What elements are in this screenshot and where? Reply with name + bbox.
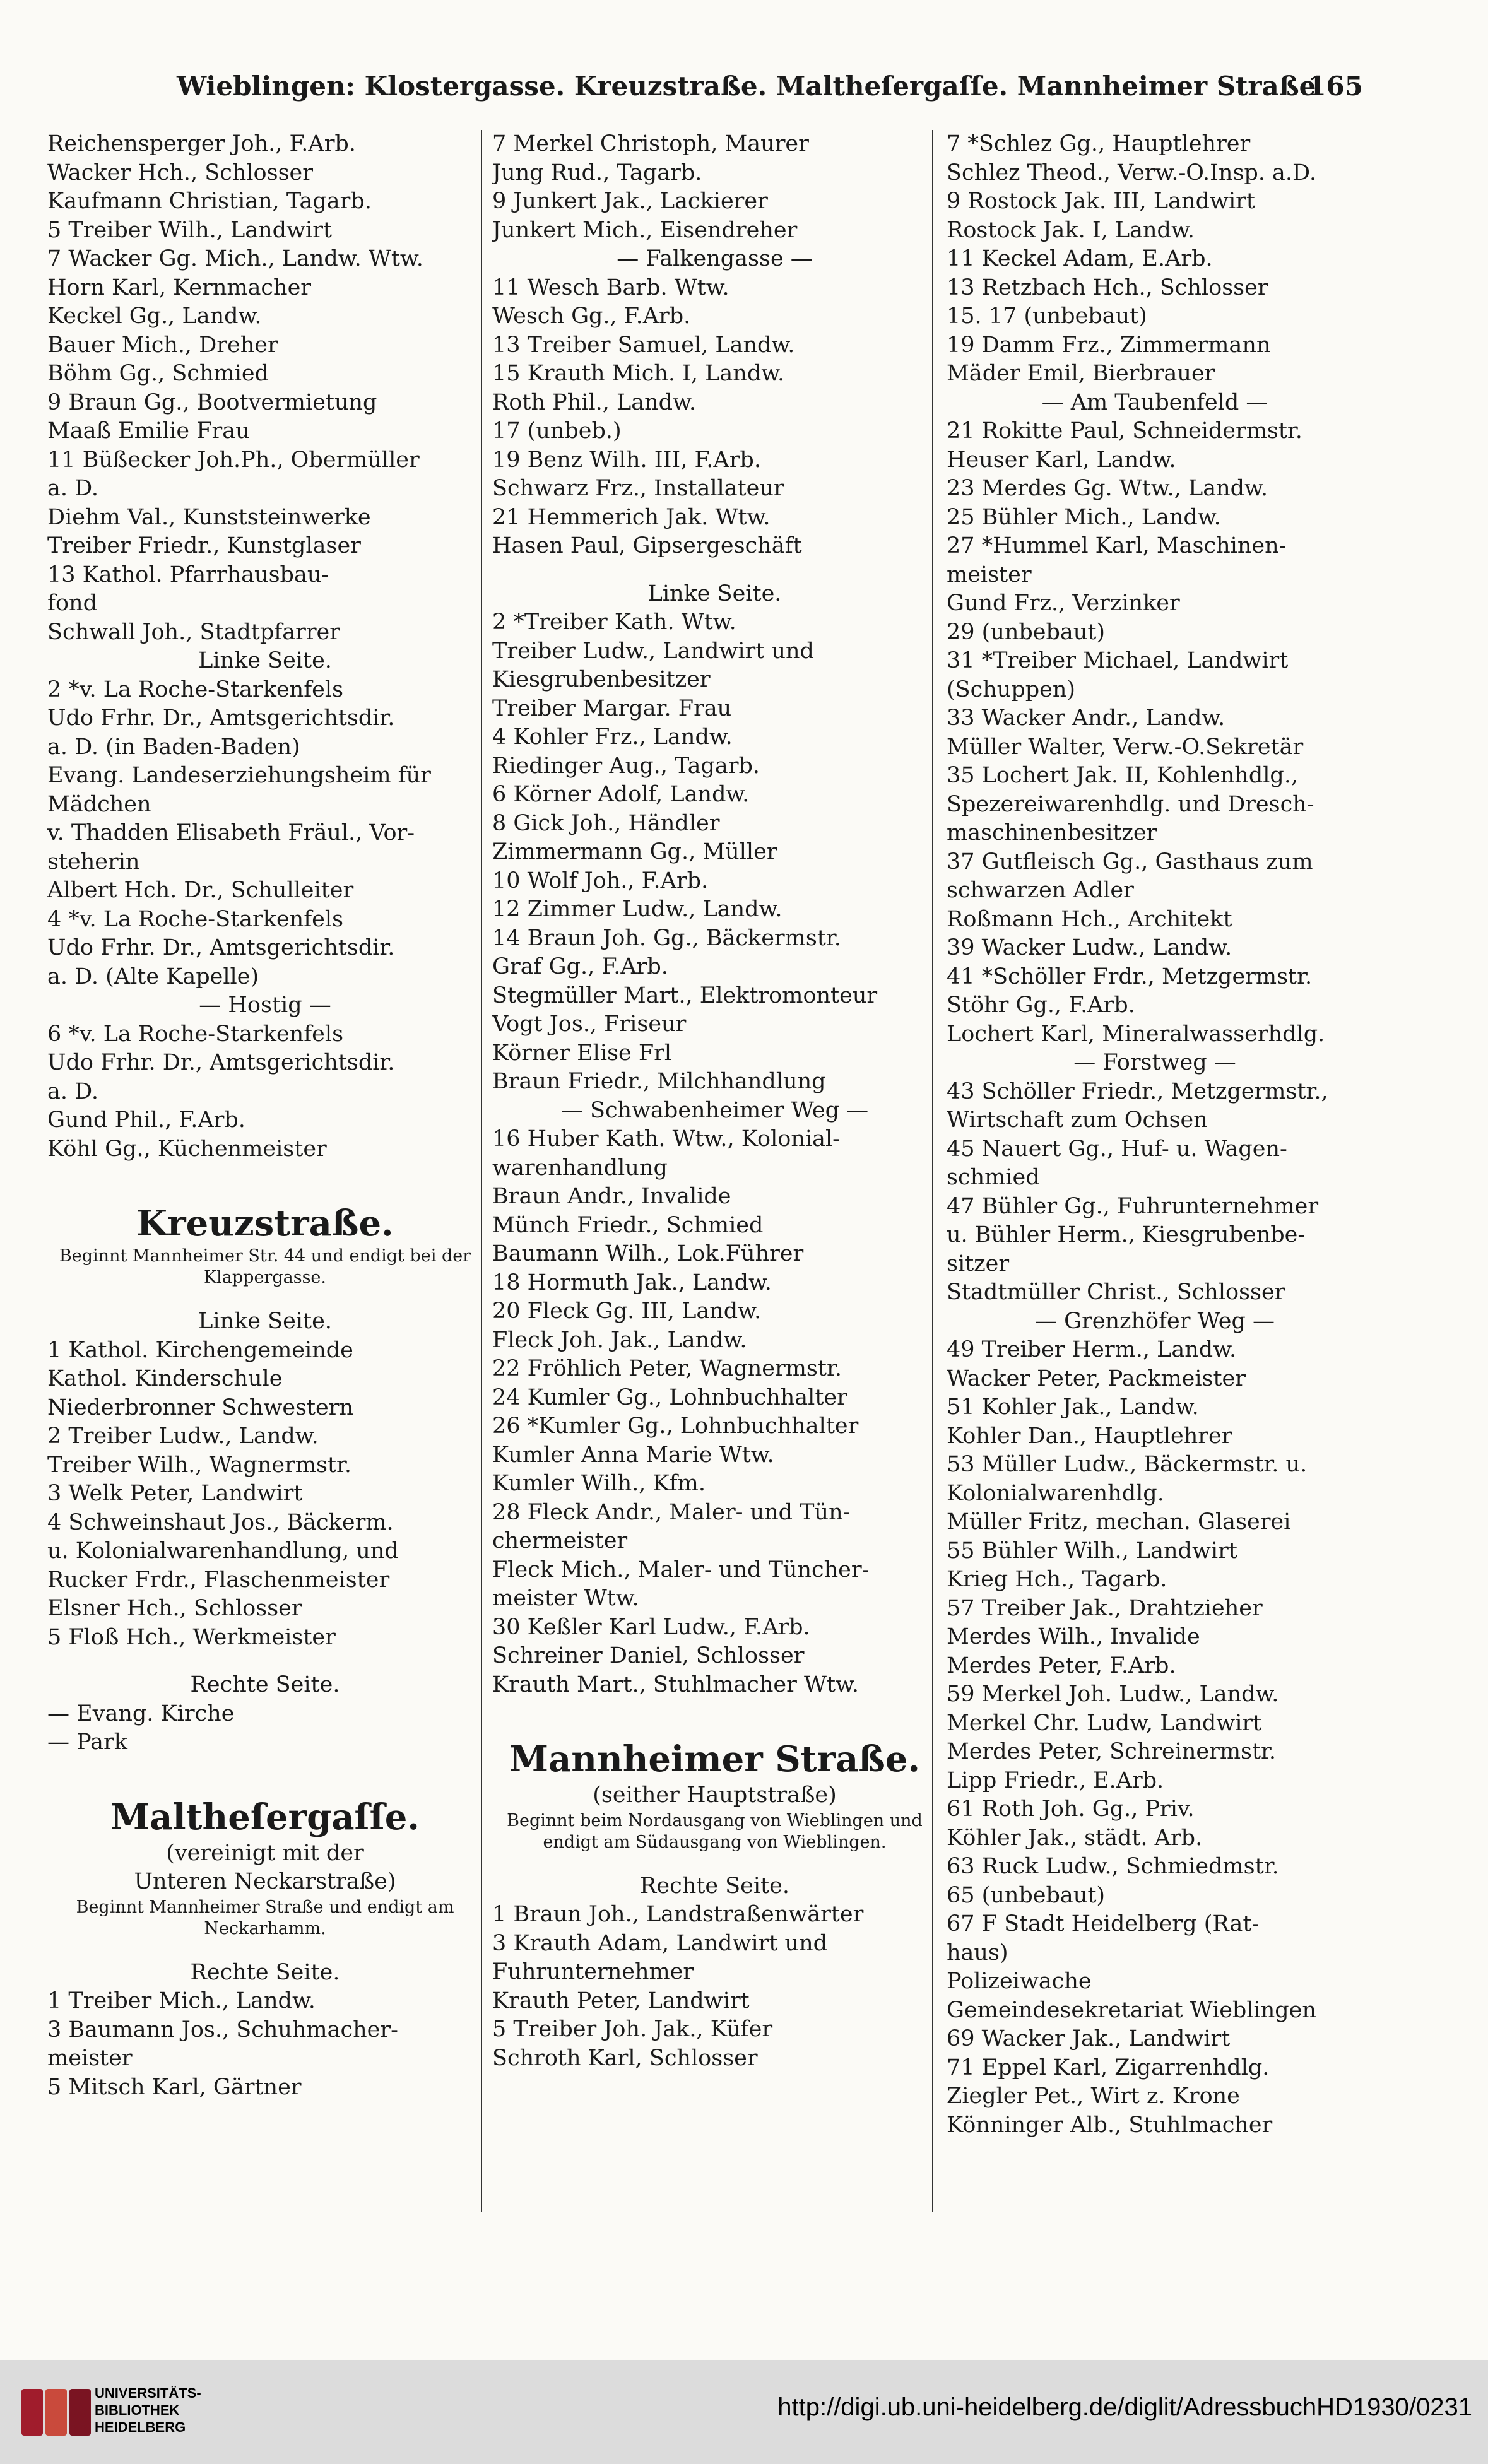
- directory-entry: Körner Elise Frl: [492, 1040, 672, 1066]
- directory-entry: Horn Karl, Kernmacher: [47, 274, 312, 300]
- directory-entry: 65 (unbebaut): [947, 1882, 1106, 1908]
- directory-entry: 24 Kumler Gg., Lohnbuchhalter: [492, 1384, 847, 1410]
- directory-entry: Mäder Emil, Bierbrauer: [947, 361, 1215, 386]
- directory-entry: Treiber Friedr., Kunstglaser: [47, 533, 361, 558]
- directory-entry: Diehm Val., Kunststeinwerke: [47, 504, 371, 530]
- directory-entry: 59 Merkel Joh. Ludw., Landw.: [947, 1682, 1279, 1707]
- directory-entry: 39 Wacker Ludw., Landw.: [947, 935, 1232, 960]
- library-name-line1: UNIVERSITÄTS-: [95, 2385, 201, 2401]
- directory-entry: Rucker Frdr., Flaschenmeister: [47, 1567, 390, 1593]
- street-subtitle: Unteren Neckarstraße): [134, 1869, 396, 1894]
- directory-entry: Fleck Joh. Jak., Landw.: [492, 1327, 747, 1353]
- directory-entry: 3 Welk Peter, Landwirt: [47, 1481, 303, 1506]
- directory-entry: Stöhr Gg., F.Arb.: [947, 993, 1135, 1018]
- directory-entry: Roth Phil., Landw.: [492, 389, 696, 415]
- directory-entry: Lochert Karl, Mineralwasserhdlg.: [947, 1021, 1325, 1047]
- directory-entry: 6 *v. La Roche-Starkenfels: [47, 1021, 344, 1047]
- section-heading: Rechte Seite.: [190, 1672, 340, 1697]
- directory-entry: 31 *Treiber Michael, Landwirt: [947, 648, 1289, 673]
- directory-entry: — Evang. Kirche: [47, 1701, 235, 1726]
- street-divider: — Hostig —: [199, 993, 331, 1018]
- directory-entry: Merdes Wilh., Invalide: [947, 1624, 1200, 1649]
- directory-entry: 3 Baumann Jos., Schuhmacher-: [47, 2017, 398, 2043]
- directory-entry: Kumler Wilh., Kfm.: [492, 1471, 706, 1496]
- directory-entry: maschinenbesitzer: [947, 820, 1157, 846]
- directory-entry: Elsner Hch., Schlosser: [47, 1596, 302, 1621]
- directory-entry: 51 Kohler Jak., Landw.: [947, 1394, 1199, 1420]
- directory-entry: 57 Treiber Jak., Drahtzieher: [947, 1595, 1263, 1621]
- directory-entry: Köhl Gg., Küchenmeister: [47, 1136, 327, 1162]
- directory-entry: Kohler Dan., Hauptlehrer: [947, 1423, 1232, 1449]
- directory-entry: 67 F Stadt Heidelberg (Rat-: [947, 1911, 1260, 1936]
- entry-list: [47, 1020, 483, 1164]
- street-note: Beginnt Mannheimer Str. 44 und endigt bei der Klappergasse.: [59, 1246, 471, 1287]
- directory-entry: schmied: [947, 1165, 1040, 1190]
- directory-entry: Gund Frz., Verzinker: [947, 591, 1180, 616]
- entry-list: [47, 1336, 483, 1653]
- directory-entry: 11 Wesch Barb. Wtw.: [492, 274, 729, 300]
- directory-entry: Rostock Jak. I, Landw.: [947, 217, 1195, 243]
- directory-entry: 1 Treiber Mich., Landw.: [47, 1988, 316, 2013]
- directory-entry: v. Thadden Elisabeth Fräul., Vor-: [47, 820, 415, 846]
- directory-entry: Krauth Mart., Stuhlmacher Wtw.: [492, 1671, 859, 1697]
- directory-entry: schwarzen Adler: [947, 878, 1134, 903]
- directory-entry: Lipp Friedr., E.Arb.: [947, 1767, 1164, 1793]
- directory-entry: 20 Fleck Gg. III, Landw.: [492, 1299, 762, 1324]
- directory-entry: 7 Wacker Gg. Mich., Landw. Wtw.: [47, 246, 423, 271]
- directory-entry: 15. 17 (unbebaut): [947, 304, 1147, 329]
- directory-entry: 41 *Schöller Frdr., Metzgermstr.: [947, 964, 1313, 989]
- directory-entry: sitzer: [947, 1251, 1010, 1276]
- directory-entry: Udo Frhr. Dr., Amtsgerichtsdir.: [47, 705, 395, 731]
- street-note: Beginnt Mannheimer Straße und endigt am Neckarhamm.: [76, 1897, 454, 1938]
- street-divider: — Schwabenheimer Weg —: [560, 1097, 869, 1123]
- directory-entry: 1 Kathol. Kirchengemeinde: [47, 1337, 353, 1363]
- street-subtitle: (seither Hauptstraße): [593, 1783, 837, 1808]
- directory-entry: 23 Merdes Gg. Wtw., Landw.: [947, 476, 1268, 501]
- directory-entry: 11 Büßecker Joh.Ph., Obermüller: [47, 447, 420, 473]
- directory-entry: Udo Frhr. Dr., Amtsgerichtsdir.: [47, 935, 395, 960]
- directory-entry: 69 Wacker Jak., Landwirt: [947, 2026, 1231, 2051]
- directory-entry: Schlez Theod., Verw.-O.Insp. a.D.: [947, 160, 1316, 186]
- directory-entry: Keckel Gg., Landw.: [47, 304, 262, 329]
- section-heading: Linke Seite.: [198, 648, 332, 673]
- directory-entry: 63 Ruck Ludw., Schmiedmstr.: [947, 1854, 1279, 1879]
- entry-list: [947, 417, 1363, 1049]
- directory-entry: a. D.: [47, 476, 99, 501]
- column-2: [492, 130, 937, 2073]
- entry-list: [47, 1987, 483, 2102]
- directory-entry: Könninger Alb., Stuhlmacher: [947, 2112, 1273, 2138]
- directory-entry: 4 Kohler Frz., Landw.: [492, 724, 733, 750]
- directory-entry: Maaß Emilie Frau: [47, 418, 250, 444]
- directory-entry: Köhler Jak., städt. Arb.: [947, 1825, 1203, 1851]
- directory-entry: Reichensperger Joh., F.Arb.: [47, 131, 356, 156]
- directory-entry: 13 Treiber Samuel, Landw.: [492, 332, 795, 358]
- directory-entry: Krieg Hch., Tagarb.: [947, 1567, 1167, 1592]
- directory-entry: 26 *Kumler Gg., Lohnbuchhalter: [492, 1413, 859, 1439]
- directory-entry: 5 Treiber Wilh., Landwirt: [47, 217, 333, 243]
- directory-entry: Braun Andr., Invalide: [492, 1184, 731, 1209]
- directory-entry: 8 Gick Joh., Händler: [492, 810, 720, 836]
- directory-entry: Kiesgrubenbesitzer: [492, 667, 711, 692]
- directory-entry: Kolonialwarenhdlg.: [947, 1480, 1164, 1506]
- column-3: [947, 130, 1363, 2140]
- directory-entry: Gemeindesekretariat Wieblingen: [947, 1997, 1316, 2023]
- directory-entry: Kaufmann Christian, Tagarb.: [47, 189, 372, 214]
- directory-entry: 45 Nauert Gg., Huf- u. Wagen-: [947, 1136, 1287, 1162]
- directory-entry: 5 Treiber Joh. Jak., Küfer: [492, 2017, 773, 2042]
- directory-entry: 53 Müller Ludw., Bäckermstr. u.: [947, 1452, 1308, 1477]
- directory-entry: Wacker Hch., Schlosser: [47, 160, 313, 186]
- entry-list: [492, 274, 937, 561]
- directory-entry: 15 Krauth Mich. I, Landw.: [492, 361, 785, 386]
- directory-entry: 13 Kathol. Pfarrhausbau-: [47, 562, 329, 587]
- directory-entry: Kathol. Kinderschule: [47, 1366, 283, 1391]
- directory-entry: 2 *v. La Roche-Starkenfels: [47, 676, 344, 702]
- directory-entry: Böhm Gg., Schmied: [47, 361, 269, 386]
- entry-list: [47, 130, 483, 647]
- directory-entry: a. D. (in Baden-Baden): [47, 734, 300, 760]
- directory-entry: 4 Schweinshaut Jos., Bäckerm.: [47, 1509, 394, 1535]
- directory-entry: 7 *Schlez Gg., Hauptlehrer: [947, 131, 1251, 156]
- directory-entry: Wirtschaft zum Ochsen: [947, 1107, 1208, 1133]
- directory-entry: 10 Wolf Joh., F.Arb.: [492, 868, 709, 893]
- entry-list: [947, 1336, 1363, 2140]
- directory-entry: Müller Fritz, mechan. Glaserei: [947, 1509, 1291, 1535]
- directory-entry: 12 Zimmer Ludw., Landw.: [492, 897, 782, 922]
- section-heading: Rechte Seite.: [640, 1873, 789, 1899]
- directory-entry: 11 Keckel Adam, E.Arb.: [947, 246, 1213, 271]
- directory-entry: Ziegler Pet., Wirt z. Krone: [947, 2084, 1240, 2109]
- directory-entry: steherin: [47, 849, 140, 875]
- entry-list: [47, 1700, 483, 1757]
- directory-entry: Wesch Gg., F.Arb.: [492, 304, 691, 329]
- directory-entry: Udo Frhr. Dr., Amtsgerichtsdir.: [47, 1050, 395, 1075]
- directory-entry: 37 Gutfleisch Gg., Gasthaus zum: [947, 849, 1313, 875]
- street-title-kreuzstrasse: Kreuzstraße.: [136, 1203, 394, 1244]
- directory-entry: Krauth Peter, Landwirt: [492, 1988, 750, 2013]
- directory-entry: Münch Friedr., Schmied: [492, 1212, 764, 1238]
- directory-entry: Kumler Anna Marie Wtw.: [492, 1442, 774, 1468]
- directory-entry: Wacker Peter, Packmeister: [947, 1365, 1246, 1391]
- directory-entry: Baumann Wilh., Lok.Führer: [492, 1241, 804, 1266]
- directory-entry: Gund Phil., F.Arb.: [47, 1107, 245, 1133]
- directory-entry: 6 Körner Adolf, Landw.: [492, 782, 750, 807]
- directory-entry: u. Bühler Herm., Kiesgrubenbe-: [947, 1222, 1306, 1247]
- page-title: Wieblingen: Klostergasse. Kreuzstraße. Maltheſergaſſe. Mannheimer Straße: [177, 71, 1316, 102]
- directory-entry: Merdes Peter, Schreinermstr.: [947, 1739, 1277, 1764]
- directory-entry: 27 *Hummel Karl, Maschinen-: [947, 533, 1287, 558]
- directory-entry: Treiber Margar. Frau: [492, 695, 732, 721]
- directory-entry: Hasen Paul, Gipsergeschäft: [492, 533, 802, 558]
- directory-entry: Merkel Chr. Ludw, Landwirt: [947, 1710, 1262, 1736]
- entry-list: [492, 1125, 937, 1699]
- directory-entry: 5 Floß Hch., Werkmeister: [47, 1624, 336, 1650]
- directory-entry: Zimmermann Gg., Müller: [492, 839, 777, 864]
- directory-entry: 17 (unbeb.): [492, 418, 622, 444]
- directory-entry: 47 Bühler Gg., Fuhrunternehmer: [947, 1193, 1319, 1219]
- street-divider: — Grenzhöfer Weg —: [1034, 1308, 1275, 1334]
- directory-entry: chermeister: [492, 1528, 628, 1553]
- page-number: 165: [1308, 71, 1363, 102]
- directory-entry: Treiber Ludw., Landwirt und: [492, 638, 814, 664]
- directory-entry: 1 Braun Joh., Landstraßenwärter: [492, 1902, 864, 1927]
- directory-entry: meister Wtw.: [492, 1586, 639, 1611]
- directory-entry: Roßmann Hch., Architekt: [947, 906, 1232, 932]
- directory-entry: Graf Gg., F.Arb.: [492, 954, 668, 979]
- source-url-link[interactable]: http://digi.ub.uni-heidelberg.de/diglit/AdressbuchHD1930/0231: [777, 2393, 1472, 2421]
- entry-list: [947, 130, 1363, 389]
- street-title-malthesergasse: Maltheſergaſſe.: [110, 1796, 420, 1838]
- directory-entry: Stegmüller Mart., Elektromonteur: [492, 982, 878, 1008]
- directory-entry: Jung Rud., Tagarb.: [492, 160, 702, 186]
- directory-entry: 25 Bühler Mich., Landw.: [947, 504, 1221, 530]
- directory-entry: Fleck Mich., Maler- und Tüncher-: [492, 1557, 870, 1583]
- directory-entry: warenhandlung: [492, 1155, 668, 1181]
- directory-entry: 71 Eppel Karl, Zigarrenhdlg.: [947, 2054, 1270, 2080]
- directory-entry: 19 Damm Frz., Zimmermann: [947, 332, 1271, 358]
- section-heading: Linke Seite.: [647, 581, 782, 606]
- street-divider: — Forstweg —: [1073, 1050, 1236, 1075]
- directory-entry: 21 Hemmerich Jak. Wtw.: [492, 504, 771, 530]
- directory-entry: 43 Schöller Friedr., Metzgermstr.,: [947, 1078, 1328, 1104]
- directory-entry: 16 Huber Kath. Wtw., Kolonial-: [492, 1126, 840, 1152]
- directory-entry: 3 Krauth Adam, Landwirt und: [492, 1930, 828, 1956]
- directory-entry: meister: [947, 562, 1032, 587]
- directory-entry: 2 Treiber Ludw., Landw.: [47, 1424, 319, 1449]
- directory-entry: fond: [47, 591, 97, 616]
- directory-entry: Stadtmüller Christ., Schlosser: [947, 1280, 1285, 1305]
- directory-entry: 5 Mitsch Karl, Gärtner: [47, 2074, 302, 2100]
- directory-entry: Braun Friedr., Milchhandlung: [492, 1069, 826, 1094]
- entry-list: [947, 1078, 1363, 1307]
- column-1: [47, 130, 483, 2102]
- directory-entry: Müller Walter, Verw.-O.Sekretär: [947, 734, 1304, 760]
- entry-list: [492, 608, 937, 1097]
- section-heading: Rechte Seite.: [190, 1959, 340, 1985]
- directory-entry: Fuhrunternehmer: [492, 1959, 694, 1984]
- directory-entry: Bauer Mich., Dreher: [47, 332, 278, 358]
- directory-entry: — Park: [47, 1730, 127, 1755]
- directory-entry: 22 Fröhlich Peter, Wagnermstr.: [492, 1356, 842, 1381]
- directory-entry: 29 (unbebaut): [947, 619, 1106, 645]
- street-note: Beginnt beim Nordausgang von Wieblingen und endigt am Südausgang von Wieblingen.: [507, 1810, 923, 1852]
- library-name-line3: HEIDELBERG: [95, 2419, 186, 2435]
- directory-entry: 13 Retzbach Hch., Schlosser: [947, 274, 1268, 300]
- street-subtitle: (vereinigt mit der: [166, 1840, 364, 1866]
- directory-entry: 14 Braun Joh. Gg., Bäckermstr.: [492, 925, 841, 951]
- directory-entry: Junkert Mich., Eisendreher: [492, 217, 798, 243]
- directory-entry: 61 Roth Joh. Gg., Priv.: [947, 1796, 1195, 1822]
- directory-entry: 28 Fleck Andr., Maler- und Tün-: [492, 1499, 851, 1525]
- entry-list: [492, 130, 937, 245]
- directory-entry: 2 *Treiber Kath. Wtw.: [492, 610, 736, 635]
- directory-entry: u. Kolonialwarenhandlung, und: [47, 1538, 399, 1564]
- directory-entry: a. D. (Alte Kapelle): [47, 964, 259, 989]
- directory-entry: Schwarz Frz., Installateur: [492, 476, 784, 501]
- directory-entry: 49 Treiber Herm., Landw.: [947, 1337, 1237, 1362]
- entry-list: [47, 676, 483, 992]
- street-title-mannheimer-strasse: Mannheimer Straße.: [509, 1738, 920, 1780]
- directory-entry: a. D.: [47, 1078, 99, 1104]
- directory-entry: Niederbronner Schwestern: [47, 1394, 354, 1420]
- directory-entry: Schreiner Daniel, Schlosser: [492, 1643, 805, 1668]
- directory-entry: Schroth Karl, Schlosser: [492, 2045, 758, 2071]
- directory-entry: (Schuppen): [947, 676, 1076, 702]
- street-divider: — Falkengasse —: [617, 246, 813, 271]
- directory-entry: 9 Rostock Jak. III, Landwirt: [947, 189, 1255, 214]
- directory-entry: 9 Junkert Jak., Lackierer: [492, 189, 768, 214]
- directory-entry: 55 Bühler Wilh., Landwirt: [947, 1538, 1237, 1564]
- directory-entry: Merdes Peter, F.Arb.: [947, 1653, 1176, 1678]
- page-header: [177, 71, 1363, 109]
- entry-list: [492, 1901, 937, 2073]
- directory-entry: Mädchen: [47, 791, 151, 817]
- directory-entry: 35 Lochert Jak. II, Kohlenhdlg.,: [947, 763, 1299, 788]
- directory-entry: haus): [947, 1940, 1008, 1966]
- directory-entry: Polizeiwache: [947, 1969, 1092, 1994]
- street-divider: — Am Taubenfeld —: [1041, 389, 1268, 415]
- directory-entry: 4 *v. La Roche-Starkenfels: [47, 906, 344, 932]
- directory-entry: 19 Benz Wilh. III, F.Arb.: [492, 447, 761, 473]
- directory-entry: Vogt Jos., Friseur: [492, 1011, 687, 1037]
- directory-entry: 18 Hormuth Jak., Landw.: [492, 1270, 772, 1295]
- directory-entry: Heuser Karl, Landw.: [947, 447, 1176, 473]
- directory-entry: Schwall Joh., Stadtpfarrer: [47, 619, 340, 645]
- directory-entry: Albert Hch. Dr., Schulleiter: [47, 878, 354, 903]
- directory-entry: Evang. Landeserziehungsheim für: [47, 763, 431, 788]
- directory-entry: Treiber Wilh., Wagnermstr.: [47, 1452, 352, 1478]
- section-heading: Linke Seite.: [198, 1309, 332, 1334]
- directory-entry: 9 Braun Gg., Bootvermietung: [47, 389, 377, 415]
- directory-entry: Spezereiwarenhdlg. und Dresch-: [947, 791, 1314, 817]
- directory-entry: 7 Merkel Christoph, Maurer: [492, 131, 809, 156]
- directory-entry: 30 Keßler Karl Ludw., F.Arb.: [492, 1614, 810, 1640]
- directory-entry: Riedinger Aug., Tagarb.: [492, 753, 760, 779]
- directory-entry: 33 Wacker Andr., Landw.: [947, 705, 1225, 731]
- library-name-line2: BIBLIOTHEK: [95, 2402, 180, 2418]
- directory-entry: meister: [47, 2046, 133, 2071]
- directory-entry: 21 Rokitte Paul, Schneidermstr.: [947, 418, 1302, 444]
